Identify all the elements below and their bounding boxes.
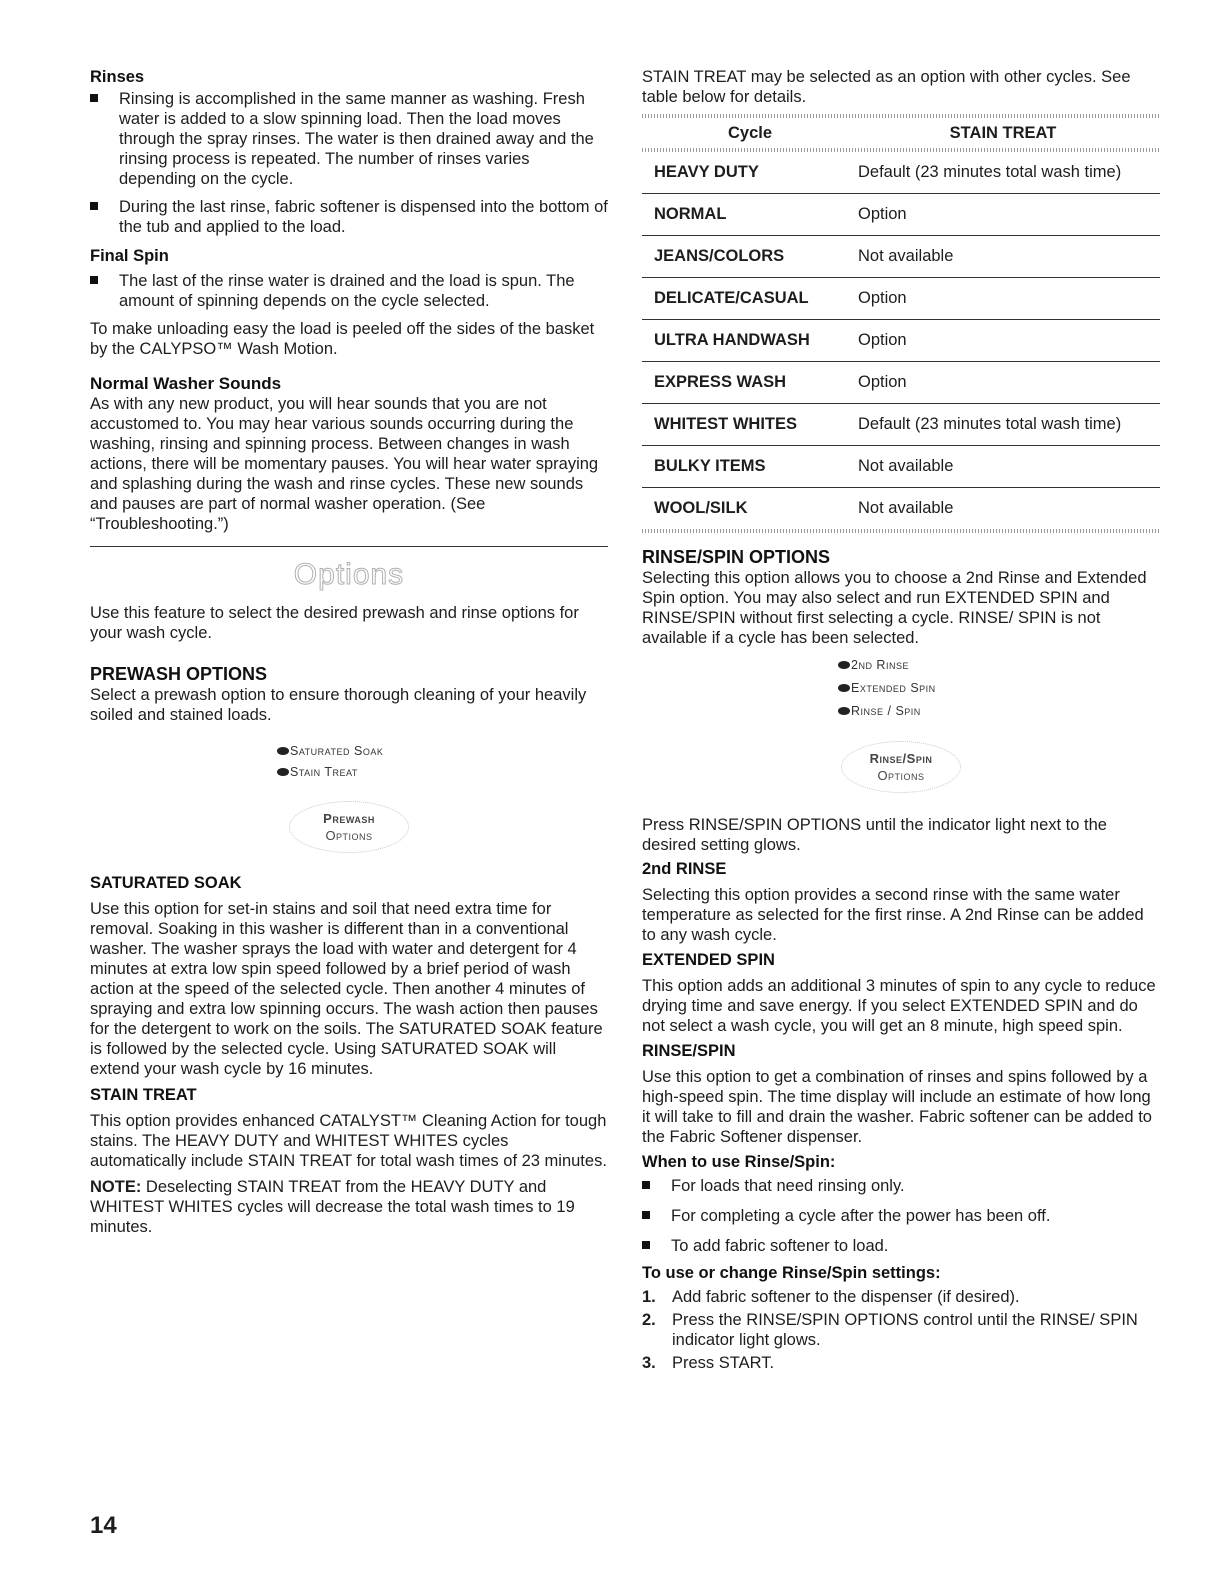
bullet-icon bbox=[642, 1181, 650, 1189]
cycle-name: WOOL/SILK bbox=[654, 499, 748, 517]
rinse-spin-panel bbox=[642, 654, 1160, 723]
table-row bbox=[642, 236, 1160, 278]
rinse-spin-text: Use this option to get a combination of rinses and spins followed by a high-speed spin. The time display will include an estimate of how long it will take to fill and drain the washer. Fabric softener can be added to the Fabric Softener dispenser. bbox=[642, 1068, 1152, 1146]
final-spin-text: To make unloading easy the load is peeled off the sides of the basket by the CALYPSO™ Wash Motion. bbox=[90, 320, 595, 358]
indicator-2nd-rinse: 2nd Rinse bbox=[838, 654, 1160, 677]
cycle-name: HEAVY DUTY bbox=[642, 152, 846, 194]
stain-treat-text: This option provides enhanced CATALYST™ Cleaning Action for tough stains. The HEAVY DUTY and WHITEST WHITES cycles automatically include STAIN TREAT for total wash times of 23 minutes. bbox=[90, 1112, 607, 1170]
stain-treat-value: Not available bbox=[846, 236, 1160, 278]
list-item: For loads that need rinsing only. bbox=[642, 1176, 1160, 1196]
cycle-name: NORMAL bbox=[642, 194, 846, 236]
rinses-heading: Rinses bbox=[90, 68, 145, 86]
right-column bbox=[642, 64, 1160, 1373]
list-item: For completing a cycle after the power has been off. bbox=[642, 1206, 1160, 1226]
cycle-name: DELICATE/CASUAL bbox=[642, 278, 846, 320]
stain-treat-value: Default (23 minutes total wash time) bbox=[846, 404, 1160, 446]
column-header-stain-treat: STAIN TREAT bbox=[949, 123, 1057, 142]
stain-treat-value: Option bbox=[846, 320, 1160, 362]
rinse-spin-options-text: Selecting this option allows you to choose a 2nd Rinse and Extended Spin option. You may also select and run EXTENDED SPIN and RINSE/SPIN without first selecting a cycle. RINSE/ SPIN is not available if a cycle has been selected. bbox=[642, 569, 1147, 647]
prewash-options-button: Prewash Options bbox=[289, 801, 409, 853]
indicator-light-icon bbox=[838, 661, 850, 669]
saturated-soak-heading: SATURATED SOAK bbox=[90, 874, 242, 892]
indicator-rinse-spin: Rinse / Spin bbox=[838, 700, 1160, 723]
second-rinse-text: Selecting this option provides a second rinse with the same water temperature as selected for the first rinse. A 2nd Rinse can be added to any wash cycle. bbox=[642, 886, 1144, 944]
stain-treat-value: Not available bbox=[858, 499, 954, 517]
stain-treat-note: NOTE: Deselecting STAIN TREAT from the HEAVY DUTY and WHITEST WHITES cycles will decrease the total wash times to 19 minutes. bbox=[90, 1178, 575, 1236]
section-divider bbox=[90, 546, 608, 547]
normal-sounds-text: As with any new product, you will hear sounds that you are not accustomed to. You may hear various sounds occurring during the washing, rinsing and spinning process. Between changes in wash actions, there will be momentary pauses. You will hear water spraying and splashing during the wash and rinse cycles. These new sounds and pauses are part of normal washer operation. (See “Troubleshooting.”) bbox=[90, 395, 599, 533]
page-number: 14 bbox=[90, 1512, 117, 1539]
bullet-icon bbox=[90, 202, 98, 210]
stain-treat-heading: STAIN TREAT bbox=[90, 1086, 197, 1104]
options-title: Options bbox=[293, 558, 405, 591]
stain-treat-value: Not available bbox=[846, 446, 1160, 488]
column-header-cycle: Cycle bbox=[727, 123, 773, 142]
saturated-soak-text: Use this option for set-in stains and soil that need extra time for removal. Soaking in this washer is different than in a conventional washer. The washer sprays the load with water and detergent for 4 minutes at extra low spin speed followed by a brief period of wash action at the speed of the selected cycle. Then another 4 minutes of spraying and extra low spinning occurs. The wash action then pauses for the detergent to work on the soils. The SATURATED SOAK feature is followed by the selected cycle. Using SATURATED SOAK will extend your wash cycle by 16 minutes. bbox=[90, 900, 603, 1078]
table-row bbox=[642, 152, 1160, 194]
cycle-name: ULTRA HANDWASH bbox=[642, 320, 846, 362]
final-spin-heading: Final Spin bbox=[90, 247, 169, 265]
indicator-light-icon bbox=[277, 768, 289, 776]
indicator-stain-treat: Stain Treat bbox=[277, 762, 608, 783]
rinse-spin-press-text: Press RINSE/SPIN OPTIONS until the indicator light next to the desired setting glows. bbox=[642, 816, 1107, 854]
prewash-text: Select a prewash option to ensure thorough cleaning of your heavily soiled and stained loads. bbox=[90, 686, 587, 724]
table-bottom-rule bbox=[642, 529, 1160, 533]
indicator-saturated-soak: Saturated Soak bbox=[277, 741, 608, 762]
table-row bbox=[642, 488, 1160, 530]
stain-treat-value: Option bbox=[846, 362, 1160, 404]
list-item: Rinsing is accomplished in the same manner as washing. Fresh water is added to a slow spinning load. Then the load moves through the spray rinses. The water is then drained away and the rinsing process is repeated. The number of rinses varies depending on the cycle. bbox=[90, 89, 608, 189]
bullet-icon bbox=[642, 1211, 650, 1219]
stain-treat-value: Option bbox=[846, 278, 1160, 320]
extended-spin-heading: EXTENDED SPIN bbox=[642, 951, 775, 969]
stain-treat-table-intro: STAIN TREAT may be selected as an option with other cycles. See table below for details. bbox=[642, 68, 1131, 106]
cycle-name: BULKY ITEMS bbox=[642, 446, 846, 488]
cycle-name: EXPRESS WASH bbox=[642, 362, 846, 404]
cycle-name: WHITEST WHITES bbox=[642, 404, 846, 446]
list-item: 3. Press START. bbox=[642, 1354, 775, 1372]
list-item: The last of the rinse water is drained and the load is spun. The amount of spinning depends on the cycle selected. bbox=[90, 271, 608, 311]
list-item: During the last rinse, fabric softener is dispensed into the bottom of the tub and applied to the load. bbox=[90, 197, 608, 237]
options-intro: Use this feature to select the desired prewash and rinse options for your wash cycle. bbox=[90, 604, 579, 642]
final-spin-list bbox=[90, 271, 608, 311]
bullet-icon bbox=[90, 276, 98, 284]
rinse-spin-heading: RINSE/SPIN bbox=[642, 1042, 736, 1060]
bullet-icon bbox=[642, 1241, 650, 1249]
stain-treat-value: Default (23 minutes total wash time) bbox=[846, 152, 1160, 194]
table-row bbox=[642, 446, 1160, 488]
table-row bbox=[642, 278, 1160, 320]
extended-spin-text: This option adds an additional 3 minutes of spin to any cycle to reduce drying time and save energy. If you select EXTENDED SPIN and do not select a wash cycle, you will get an 8 minute, high speed spin. bbox=[642, 977, 1156, 1035]
table-row bbox=[642, 194, 1160, 236]
table-header-row bbox=[642, 118, 1160, 148]
cycle-name: JEANS/COLORS bbox=[642, 236, 846, 278]
rinses-list bbox=[90, 89, 608, 237]
table-row bbox=[642, 362, 1160, 404]
indicator-extended-spin: Extended Spin bbox=[838, 677, 1160, 700]
indicator-light-icon bbox=[277, 747, 289, 755]
prewash-heading: PREWASH OPTIONS bbox=[90, 664, 268, 684]
when-to-use-heading: When to use Rinse/Spin: bbox=[642, 1153, 836, 1171]
to-use-steps bbox=[642, 1287, 1160, 1373]
table-row bbox=[642, 404, 1160, 446]
stain-treat-table bbox=[642, 118, 1160, 529]
list-item: To add fabric softener to load. bbox=[642, 1236, 1160, 1256]
indicator-light-icon bbox=[838, 684, 850, 692]
rinse-spin-options-heading: RINSE/SPIN OPTIONS bbox=[642, 547, 831, 567]
list-item: 2. Press the RINSE/SPIN OPTIONS control until the RINSE/ SPIN indicator light glows. bbox=[642, 1311, 1138, 1349]
table-row bbox=[642, 320, 1160, 362]
second-rinse-heading: 2nd RINSE bbox=[642, 860, 727, 878]
left-column bbox=[90, 64, 608, 1237]
list-item: 1. Add fabric softener to the dispenser (if desired). bbox=[642, 1288, 1020, 1306]
normal-sounds-heading: Normal Washer Sounds bbox=[90, 374, 282, 393]
indicator-light-icon bbox=[838, 707, 850, 715]
bullet-icon bbox=[90, 94, 98, 102]
when-to-use-list bbox=[642, 1176, 1160, 1256]
prewash-panel bbox=[90, 741, 608, 783]
to-use-heading: To use or change Rinse/Spin settings: bbox=[642, 1264, 941, 1282]
rinse-spin-options-button: Rinse/Spin Options bbox=[841, 741, 961, 793]
stain-treat-value: Option bbox=[846, 194, 1160, 236]
